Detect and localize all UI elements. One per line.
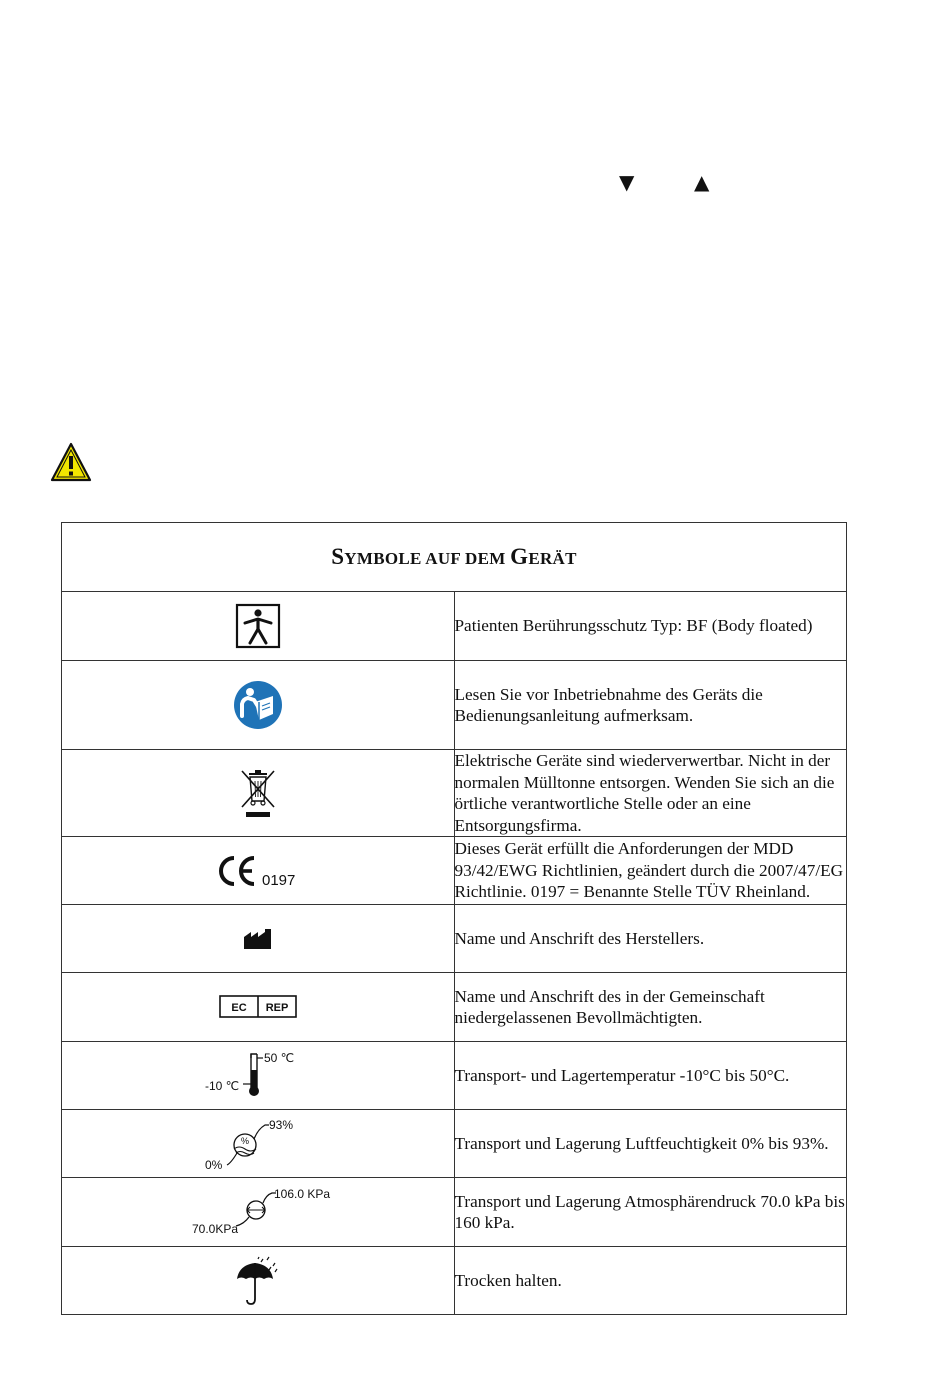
- manufacturer-icon: [242, 927, 274, 951]
- bf-applied-part-icon: [235, 603, 281, 649]
- temp-low-label: -10 ℃: [204, 1078, 239, 1093]
- keep-dry-umbrella-icon: [233, 1255, 283, 1307]
- humidity-high-label: 93%: [268, 1117, 293, 1132]
- warning-triangle-icon: [50, 442, 92, 482]
- table-row: [62, 973, 847, 1042]
- temperature-limit-icon: [203, 1050, 313, 1102]
- pressure-high-label: 106.0 KPa: [273, 1187, 330, 1201]
- symbol-description: Lesen Sie vor Inbetriebnahme des Geräts die Bedienungsanleitung aufmerksam.: [454, 661, 847, 750]
- humidity-center-label: %: [240, 1135, 249, 1146]
- symbol-description: Patienten Berührungsschutz Typ: BF (Body floated): [454, 592, 847, 661]
- pressure-limit-icon: [178, 1186, 338, 1238]
- symbol-description: Trocken halten.: [454, 1247, 847, 1315]
- symbol-cell: [62, 1178, 455, 1247]
- table-row: [62, 661, 847, 750]
- symbols-table: [61, 522, 847, 1315]
- table-title: SYMBOLE AUF DEM GERÄT: [331, 544, 577, 569]
- humidity-limit-icon: [203, 1117, 313, 1171]
- table-title-cell: [62, 523, 847, 592]
- ec-label: EC: [231, 1002, 247, 1014]
- pressure-low-label: 70.0KPa: [191, 1222, 238, 1236]
- symbol-description: Name und Anschrift des Herstellers.: [454, 905, 847, 973]
- symbol-description: Name und Anschrift des in der Gemeinschaft niedergelassenen Bevollmächtigten.: [454, 973, 847, 1042]
- table-row: [62, 1178, 847, 1247]
- table-row: [62, 905, 847, 973]
- ce-notified-body-number: 0197: [261, 871, 296, 888]
- table-row: [62, 1042, 847, 1110]
- table-row: [62, 1247, 847, 1315]
- table-row: [62, 1110, 847, 1178]
- symbol-cell: [62, 1042, 455, 1110]
- humidity-low-label: 0%: [204, 1157, 223, 1171]
- symbol-cell: [62, 1110, 455, 1178]
- table-row: [62, 750, 847, 837]
- table-row: [62, 837, 847, 905]
- symbol-cell: [62, 905, 455, 973]
- symbol-description: Transport und Lagerung Luftfeuchtigkeit 0% bis 93%.: [454, 1110, 847, 1178]
- table-row: [62, 592, 847, 661]
- arrow-up-symbol: ▲: [694, 170, 710, 194]
- symbol-cell: [62, 661, 455, 750]
- arrow-down-symbol: ▼: [619, 170, 635, 194]
- symbol-description: Dieses Gerät erfüllt die Anforderungen der MDD 93/42/EWG Richtlinien, geändert durch die 2007/47/EG Richtlinie. 0197 = Benannte Stelle TÜV Rheinland.: [454, 837, 847, 905]
- symbol-description: Elektrische Geräte sind wiederverwertbar. Nicht in der normalen Mülltonne entsorgen. Wenden Sie sich an die örtliche verantwortliche Stelle oder an eine Entsorgungsfirma.: [454, 750, 847, 837]
- symbol-description: Transport und Lagerung Atmosphärendruck 70.0 kPa bis 160 kPa.: [454, 1178, 847, 1247]
- symbol-description: Transport- und Lagertemperatur -10°C bis 50°C.: [454, 1042, 847, 1110]
- ce-mark-icon: [218, 854, 298, 888]
- rep-label: REP: [265, 1002, 289, 1014]
- ec-rep-icon: [218, 994, 298, 1020]
- symbol-cell: [62, 973, 455, 1042]
- symbol-cell: [62, 1247, 455, 1315]
- weee-crossed-bin-icon: [238, 767, 278, 819]
- temp-high-label: 50 ℃: [263, 1050, 294, 1065]
- read-manual-icon: [233, 680, 283, 730]
- symbol-cell: [62, 592, 455, 661]
- symbol-cell: [62, 750, 455, 837]
- symbol-cell: [62, 837, 455, 905]
